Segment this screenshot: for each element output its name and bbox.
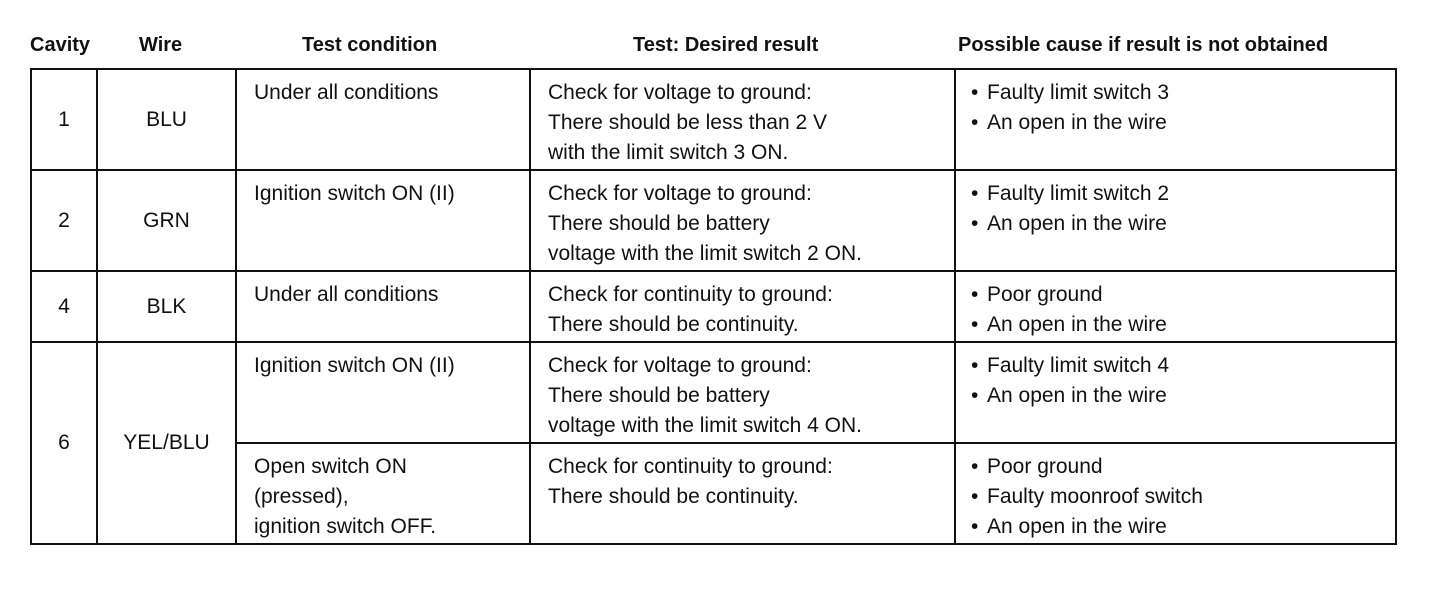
desired-result-line: Check for continuity to ground:	[548, 455, 833, 478]
possible-cause-item	[971, 310, 1385, 340]
possible-cause-text: Faulty limit switch 4	[987, 354, 1170, 377]
test-condition-line: Under all conditions	[254, 283, 439, 306]
table-row	[31, 69, 1396, 170]
possible-cause-item	[971, 351, 1385, 381]
possible-cause-text: Poor ground	[987, 455, 1103, 478]
test-condition-line: Under all conditions	[254, 81, 439, 104]
cavity-cell: 2	[31, 170, 97, 271]
wire-color-cell: YEL/BLU	[97, 342, 236, 544]
header-possible-cause: Possible cause if result is not obtained	[958, 34, 1329, 56]
header-wire: Wire	[139, 34, 183, 56]
possible-cause-item	[971, 381, 1385, 411]
possible-cause-item	[971, 280, 1385, 310]
desired-result-cell	[530, 443, 955, 544]
desired-result-line: with the limit switch 3 ON.	[548, 141, 789, 164]
possible-cause-item	[971, 452, 1385, 482]
possible-cause-item	[971, 482, 1385, 512]
desired-result-cell	[530, 342, 955, 443]
desired-result-cell	[530, 170, 955, 271]
possible-cause-cell	[955, 69, 1396, 170]
test-condition-cell	[236, 342, 530, 443]
test-condition-cell	[236, 271, 530, 342]
header-test-condition: Test condition	[302, 34, 438, 56]
table-row	[31, 271, 1396, 342]
possible-cause-text: Faulty limit switch 2	[987, 182, 1170, 205]
possible-cause-text: An open in the wire	[987, 313, 1167, 336]
table-row	[31, 443, 1396, 544]
test-condition-line: Ignition switch ON (II)	[254, 354, 455, 377]
wire-color-cell: BLU	[97, 69, 236, 170]
desired-result-line: There should be less than 2 V	[548, 111, 828, 134]
possible-cause-text: Poor ground	[987, 283, 1103, 306]
desired-result-line: Check for voltage to ground:	[548, 354, 812, 377]
possible-cause-cell	[955, 443, 1396, 544]
test-condition-line: ignition switch OFF.	[254, 515, 437, 538]
desired-result-line: voltage with the limit switch 2 ON.	[548, 242, 862, 265]
desired-result-cell	[530, 271, 955, 342]
possible-cause-text: Faulty limit switch 3	[987, 81, 1170, 104]
possible-cause-text: Faulty moonroof switch	[987, 485, 1203, 508]
cavity-cell: 4	[31, 271, 97, 342]
desired-result-line: Check for voltage to ground:	[548, 182, 812, 205]
table-row	[31, 170, 1396, 271]
desired-result-line: Check for continuity to ground:	[548, 283, 833, 306]
test-condition-cell	[236, 170, 530, 271]
possible-cause-item	[971, 108, 1385, 138]
desired-result-line: There should be continuity.	[548, 313, 799, 336]
possible-cause-text: An open in the wire	[987, 212, 1167, 235]
test-condition-line: (pressed),	[254, 485, 349, 508]
wire-color-cell: BLK	[97, 271, 236, 342]
cavity-cell: 1	[31, 69, 97, 170]
test-condition-line: Ignition switch ON (II)	[254, 182, 455, 205]
wire-color-cell: GRN	[97, 170, 236, 271]
possible-cause-item	[971, 209, 1385, 239]
desired-result-line: voltage with the limit switch 4 ON.	[548, 414, 862, 437]
header-desired-result: Test: Desired result	[633, 34, 819, 56]
possible-cause-item	[971, 78, 1385, 108]
wire-test-table	[30, 68, 1397, 545]
possible-cause-text: An open in the wire	[987, 384, 1167, 407]
possible-cause-item	[971, 512, 1385, 542]
test-condition-cell	[236, 443, 530, 544]
possible-cause-cell	[955, 271, 1396, 342]
desired-result-line: There should be battery	[548, 212, 770, 235]
test-condition-cell	[236, 69, 530, 170]
desired-result-line: There should be continuity.	[548, 485, 799, 508]
desired-result-cell	[530, 69, 955, 170]
desired-result-line: Check for voltage to ground:	[548, 81, 812, 104]
possible-cause-cell	[955, 342, 1396, 443]
desired-result-line: There should be battery	[548, 384, 770, 407]
table-body	[31, 69, 1396, 544]
possible-cause-item	[971, 179, 1385, 209]
possible-cause-text: An open in the wire	[987, 111, 1167, 134]
test-condition-line: Open switch ON	[254, 455, 407, 478]
table-row	[31, 342, 1396, 443]
cavity-cell: 6	[31, 342, 97, 544]
possible-cause-text: An open in the wire	[987, 515, 1167, 538]
header-cavity: Cavity	[30, 34, 91, 56]
possible-cause-cell	[955, 170, 1396, 271]
